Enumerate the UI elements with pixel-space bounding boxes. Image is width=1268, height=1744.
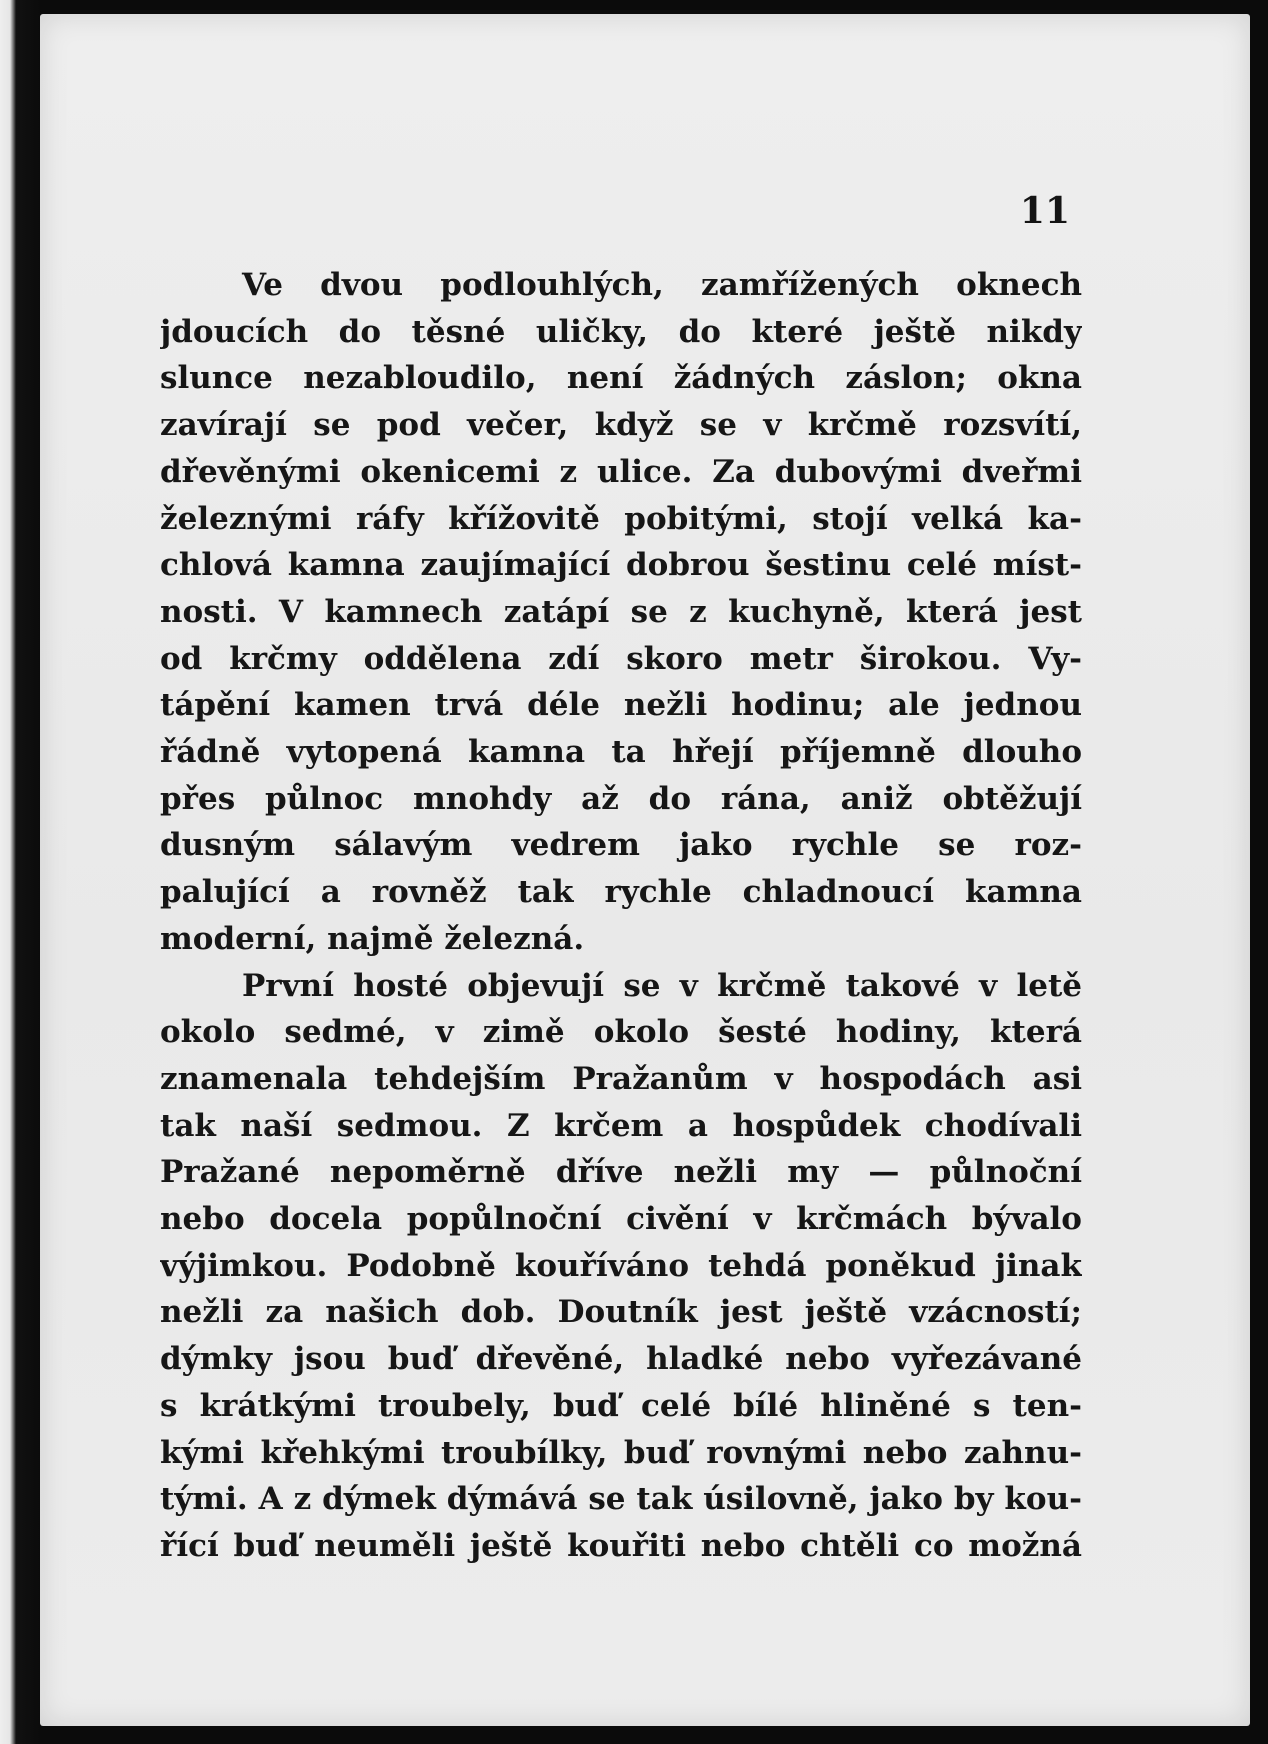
text-line: od krčmy oddělena zdí skoro metr širokou. Vy- (160, 640, 1082, 677)
page-number: 11 (1019, 190, 1070, 232)
text-line: Pražané nepoměrně dříve nežli my — půlnoční (160, 1154, 1082, 1191)
text-line: nosti. V kamnech zatápí se z kuchyně, která jest (160, 593, 1082, 630)
text-line: tápění kamen trvá déle nežli hodinu; ale jednou (160, 687, 1082, 724)
text-line: dřevěnými okenicemi z ulice. Za dubovými dveřmi (160, 453, 1082, 490)
paragraph-1 (160, 262, 1082, 963)
text-line: nežli za našich dob. Doutník jest ještě vzácností; (160, 1294, 1082, 1331)
text-line: palující a rovněž tak rychle chladnoucí kamna (160, 874, 1082, 911)
text-line: kými křehkými troubílky, buď rovnými nebo zahnu- (160, 1434, 1082, 1471)
text-line: První hosté objevují se v krčmě takové v letě (242, 967, 1082, 1004)
text-line: moderní, najmě železná. (160, 920, 585, 957)
text-line: výjimkou. Podobně kouříváno tehdá poněkud jinak (160, 1247, 1082, 1284)
text-line: řící buď neuměli ještě kouřiti nebo chtěli co možná (160, 1527, 1082, 1564)
text-line: dusným sálavým vedrem jako rychle se roz- (160, 827, 1082, 864)
text-line: železnými ráfy křížovitě pobitými, stojí velká ka- (160, 500, 1082, 537)
text-line: tými. A z dýmek dýmává se tak úsilovně, jako by kou- (160, 1481, 1082, 1518)
text-line: chlová kamna zaujímající dobrou šestinu celé míst- (160, 547, 1082, 584)
paragraph-2 (160, 963, 1082, 1570)
text-line: s krátkými troubely, buď celé bílé hliněné s ten- (160, 1387, 1082, 1424)
text-line: dýmky jsou buď dřevěné, hladké nebo vyřezávané (160, 1341, 1082, 1378)
text-line: řádně vytopená kamna ta hřejí příjemně dlouho (160, 734, 1082, 771)
body-text (160, 262, 1082, 1570)
text-line: znamenala tehdejším Pražanům v hospodách asi (160, 1060, 1082, 1097)
text-line: přes půlnoc mnohdy až do rána, aniž obtěžují (160, 780, 1082, 817)
text-line: tak naší sedmou. Z krčem a hospůdek chodívali (160, 1107, 1082, 1144)
text-line: zavírají se pod večer, když se v krčmě rozsvítí, (160, 407, 1082, 444)
text-line: jdoucích do těsné uličky, do které ještě nikdy (160, 313, 1082, 350)
text-line: nebo docela popůlnoční civění v krčmách bývalo (160, 1201, 1082, 1238)
text-line: slunce nezabloudilo, není žádných záslon; okna (160, 360, 1082, 397)
text-line: okolo sedmé, v zimě okolo šesté hodiny, která (160, 1014, 1082, 1051)
text-line: Ve dvou podlouhlých, zamřížených oknech (242, 267, 1082, 303)
book-spine-shadow (0, 0, 40, 1744)
